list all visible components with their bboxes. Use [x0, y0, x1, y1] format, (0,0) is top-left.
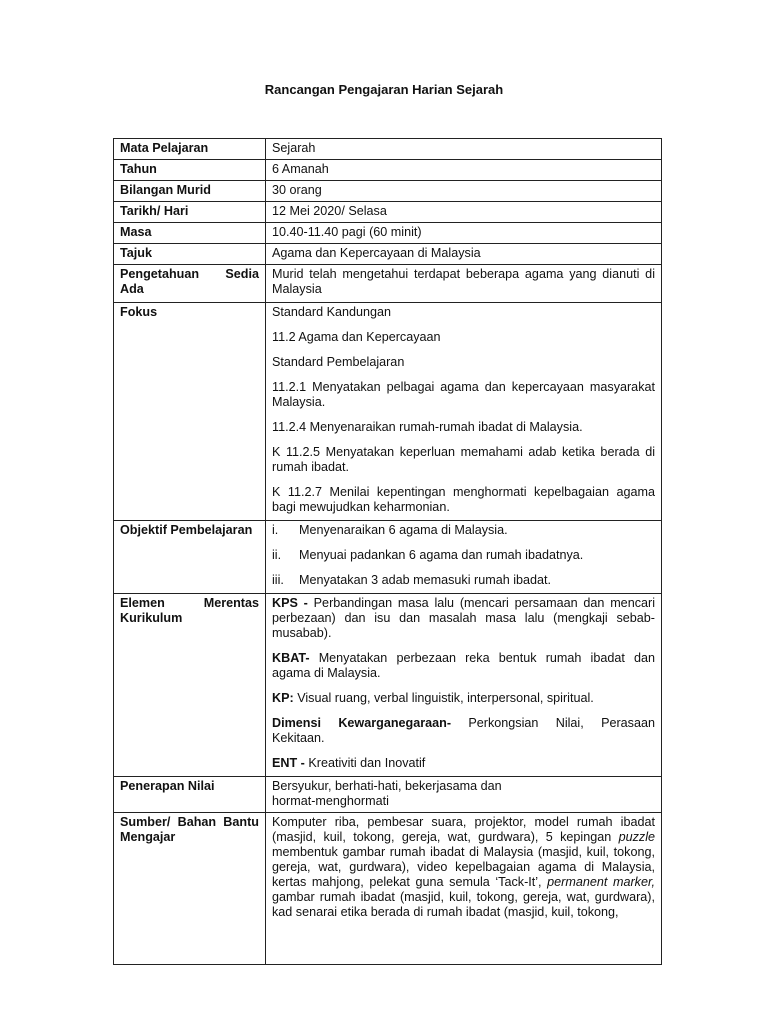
paragraph: 11.2.4 Menyenaraikan rumah-rumah ibadat di Malaysia.: [272, 420, 583, 434]
text-run: membentuk gambar rumah ibadat di Malaysia (masjid, kuil, tokong, gereja, wat, gurdwara), video kepelbagaian agama di Malaysia, kertas mahjong, pelekat guna semula ‘Tack-It’,: [272, 845, 655, 889]
row-label: Objektif Pembelajaran: [114, 521, 266, 594]
resources-text-clip: [272, 815, 655, 961]
table-row: [114, 813, 662, 965]
row-label: Masa: [114, 223, 266, 244]
row-value: Sejarah: [266, 139, 662, 160]
term-text: Menyatakan perbezaan reka bentuk rumah ibadat dan agama di Malaysia.: [272, 651, 655, 680]
paragraph: [272, 596, 655, 641]
table-row: [114, 160, 662, 181]
list-text: Menyenaraikan 6 agama di Malaysia.: [299, 523, 508, 537]
list-number: iii.: [272, 573, 284, 587]
objective-list: [272, 523, 655, 588]
table-row: [114, 265, 662, 303]
row-label: Mata Pelajaran: [114, 139, 266, 160]
list-number: i.: [272, 523, 279, 537]
row-label: Penerapan Nilai: [114, 777, 266, 813]
value-line: Bersyukur, berhati-hati, bekerjasama dan: [272, 779, 502, 793]
row-label: Bilangan Murid: [114, 181, 266, 202]
row-label: Sumber/ Bahan Bantu Mengajar: [114, 813, 266, 965]
paragraph: 11.2 Agama dan Kepercayaan: [272, 330, 441, 344]
table-row: [114, 521, 662, 594]
text-run-italic: puzzle: [618, 830, 655, 844]
paragraph: Standard Kandungan: [272, 305, 392, 319]
lesson-plan-table: [113, 138, 662, 965]
table-row: [114, 139, 662, 160]
term-key: KBAT-: [272, 651, 310, 665]
paragraph: K 11.2.5 Menyatakan keperluan memahami adab ketika berada di rumah ibadat.: [272, 445, 655, 474]
row-value: [266, 813, 662, 965]
list-item: [272, 548, 655, 563]
table-row: [114, 181, 662, 202]
list-text: Menyuai padankan 6 agama dan rumah ibadatnya.: [299, 548, 584, 562]
row-label: Fokus: [114, 303, 266, 521]
paragraph: Standard Pembelajaran: [272, 355, 405, 369]
row-value: 30 orang: [266, 181, 662, 202]
row-value: [266, 265, 662, 303]
row-value: 12 Mei 2020/ Selasa: [266, 202, 662, 223]
term-text: Perbandingan masa lalu (mencari persamaan dan mencari perbezaan) dan isu dan masalah masa lalu (mengkaji sebab-musabab).: [272, 596, 655, 640]
row-label: Pengetahuan Sedia Ada: [114, 265, 266, 303]
paragraph: [272, 651, 655, 681]
term-key: KP:: [272, 691, 294, 705]
row-label: Tarikh/ Hari: [114, 202, 266, 223]
text-run: Komputer riba, pembesar suara, projektor, model rumah ibadat (masjid, kuil, tokong, gereja, wat, gurdwara), 5 kepingan: [272, 815, 655, 844]
row-value: [266, 303, 662, 521]
document-title: Rancangan Pengajaran Harian Sejarah: [264, 82, 504, 97]
table-row: [114, 303, 662, 521]
paragraph: [272, 716, 655, 746]
row-value: [266, 777, 662, 813]
term-key: KPS -: [272, 596, 308, 610]
table-row: [114, 244, 662, 265]
table-row: [114, 202, 662, 223]
term-text: Visual ruang, verbal linguistik, interpersonal, spiritual.: [293, 691, 594, 705]
row-value: [266, 594, 662, 777]
table-row: [114, 777, 662, 813]
list-item: [272, 523, 655, 538]
paragraph: 11.2.1 Menyatakan pelbagai agama dan kepercayaan masyarakat Malaysia.: [272, 380, 655, 409]
paragraph: Murid telah mengetahui terdapat beberapa agama yang dianuti di Malaysia: [272, 267, 655, 296]
list-item: [272, 573, 655, 588]
row-label: Tajuk: [114, 244, 266, 265]
list-text: Menyatakan 3 adab memasuki rumah ibadat.: [299, 573, 552, 587]
term-text: Perkongsian Nilai, Perasaan Kekitaan.: [272, 716, 655, 745]
list-number: ii.: [272, 548, 282, 562]
table-row: [114, 594, 662, 777]
text-run-italic: permanent marker,: [547, 875, 655, 889]
paragraph: [272, 691, 655, 706]
row-value: Agama dan Kepercayaan di Malaysia: [266, 244, 662, 265]
paragraph: [272, 815, 655, 920]
row-label: Elemen Merentas Kurikulum: [114, 594, 266, 777]
text-run: gambar rumah ibadat (masjid, kuil, tokong, gereja, wat, gurdwara), kad senarai etika berada di rumah ibadat (masjid, kuil, tokong,: [272, 890, 655, 919]
row-value: 10.40-11.40 pagi (60 minit): [266, 223, 662, 244]
paragraph: K 11.2.7 Menilai kepentingan menghormati kepelbagaian agama bagi mewujudkan keharmonian.: [272, 485, 655, 514]
row-value: 6 Amanah: [266, 160, 662, 181]
term-text: Kreativiti dan Inovatif: [304, 756, 426, 770]
table-row: [114, 223, 662, 244]
value-line: hormat-menghormati: [272, 794, 389, 808]
row-value: [266, 521, 662, 594]
term-key: ENT -: [272, 756, 305, 770]
paragraph: [272, 756, 655, 771]
term-key: Dimensi Kewarganegaraan-: [272, 716, 452, 730]
row-label: Tahun: [114, 160, 266, 181]
